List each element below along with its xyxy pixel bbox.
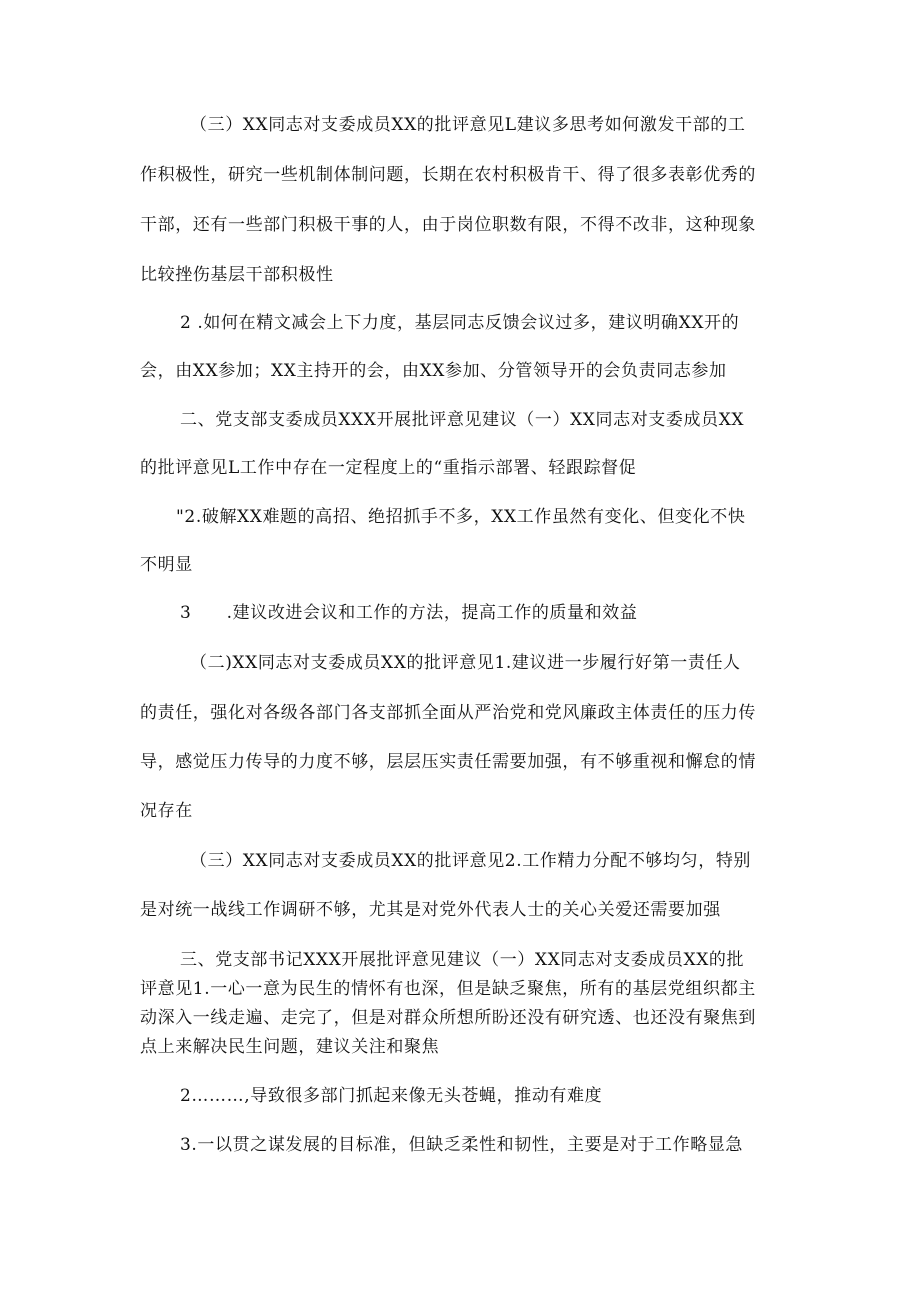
text-line: 不明显: [140, 555, 193, 575]
text-line: 2………,导致很多部门抓起来像无头苍蝇，推动有难度: [180, 1086, 603, 1106]
text-line: （三）XX同志对支委成员XX的批评意见L建议多思考如何激发干部的工: [190, 115, 746, 135]
text-line: （二)XX同志对支委成员XX的批评意见1.建议进一步履行好第一责任人: [190, 653, 741, 673]
text-line: 会，由XX参加；XX主持开的会，由XX参加、分管领导开的会负责同志参加: [140, 361, 727, 381]
text-line: 作积极性，研究一些机制体制问题，长期在农村积极肯干、得了很多表彰优秀的: [140, 165, 756, 185]
text-line: 导，感觉压力传导的力度不够，层层压实责任需要加强，有不够重视和懈怠的情: [140, 752, 756, 772]
text-line: 是对统一战线工作调研不够，尤其是对党外代表人士的关心关爱还需要加强: [140, 900, 721, 920]
text-line: （三）XX同志对支委成员XX的批评意见2.工作精力分配不够均匀，特别: [190, 851, 752, 871]
text-line: 3.一以贯之谋发展的目标准，但缺乏柔性和韧性，主要是对于工作略显急: [180, 1135, 744, 1155]
text-line: 3 .建议改进会议和工作的方法，提高工作的质量和效益: [180, 603, 638, 623]
text-line: 2 .如何在精文减会上下力度，基层同志反馈会议过多，建议明确XX开的: [180, 313, 740, 333]
text-line: 况存在: [140, 801, 193, 821]
text-line: 点上来解决民生问题，建议关注和聚焦: [140, 1037, 440, 1057]
text-line: 三、党支部书记XXX开展批评意见建议（一）XX同志对支委成员XX的批: [180, 950, 745, 970]
text-line: 动深入一线走遍、走完了，但是对群众所想所盼还没有研究透、也还没有聚焦到: [140, 1008, 756, 1028]
text-line: 的批评意见L工作中存在一定程度上的“重指示部署、轻跟踪督促: [140, 458, 637, 478]
text-line: 评意见1.一心一意为民生的情怀有也深，但是缺乏聚焦，所有的基层党组织都主: [140, 979, 756, 999]
text-line: 干部，还有一些部门积极干事的人，由于岗位职数有限，不得不改非，这种现象: [140, 215, 756, 235]
text-line: 比较挫伤基层干部积极性: [140, 265, 334, 285]
text-line: 的责任，强化对各级各部门各支部抓全面从严治党和党风廉政主体责任的压力传: [140, 703, 756, 723]
text-line: "2.破解XX难题的高招、绝招抓手不多，XX工作虽然有变化、但变化不快: [176, 507, 746, 527]
text-line: 二、党支部支委成员XXX开展批评意见建议（一）XX同志对支委成员XX: [180, 410, 745, 430]
